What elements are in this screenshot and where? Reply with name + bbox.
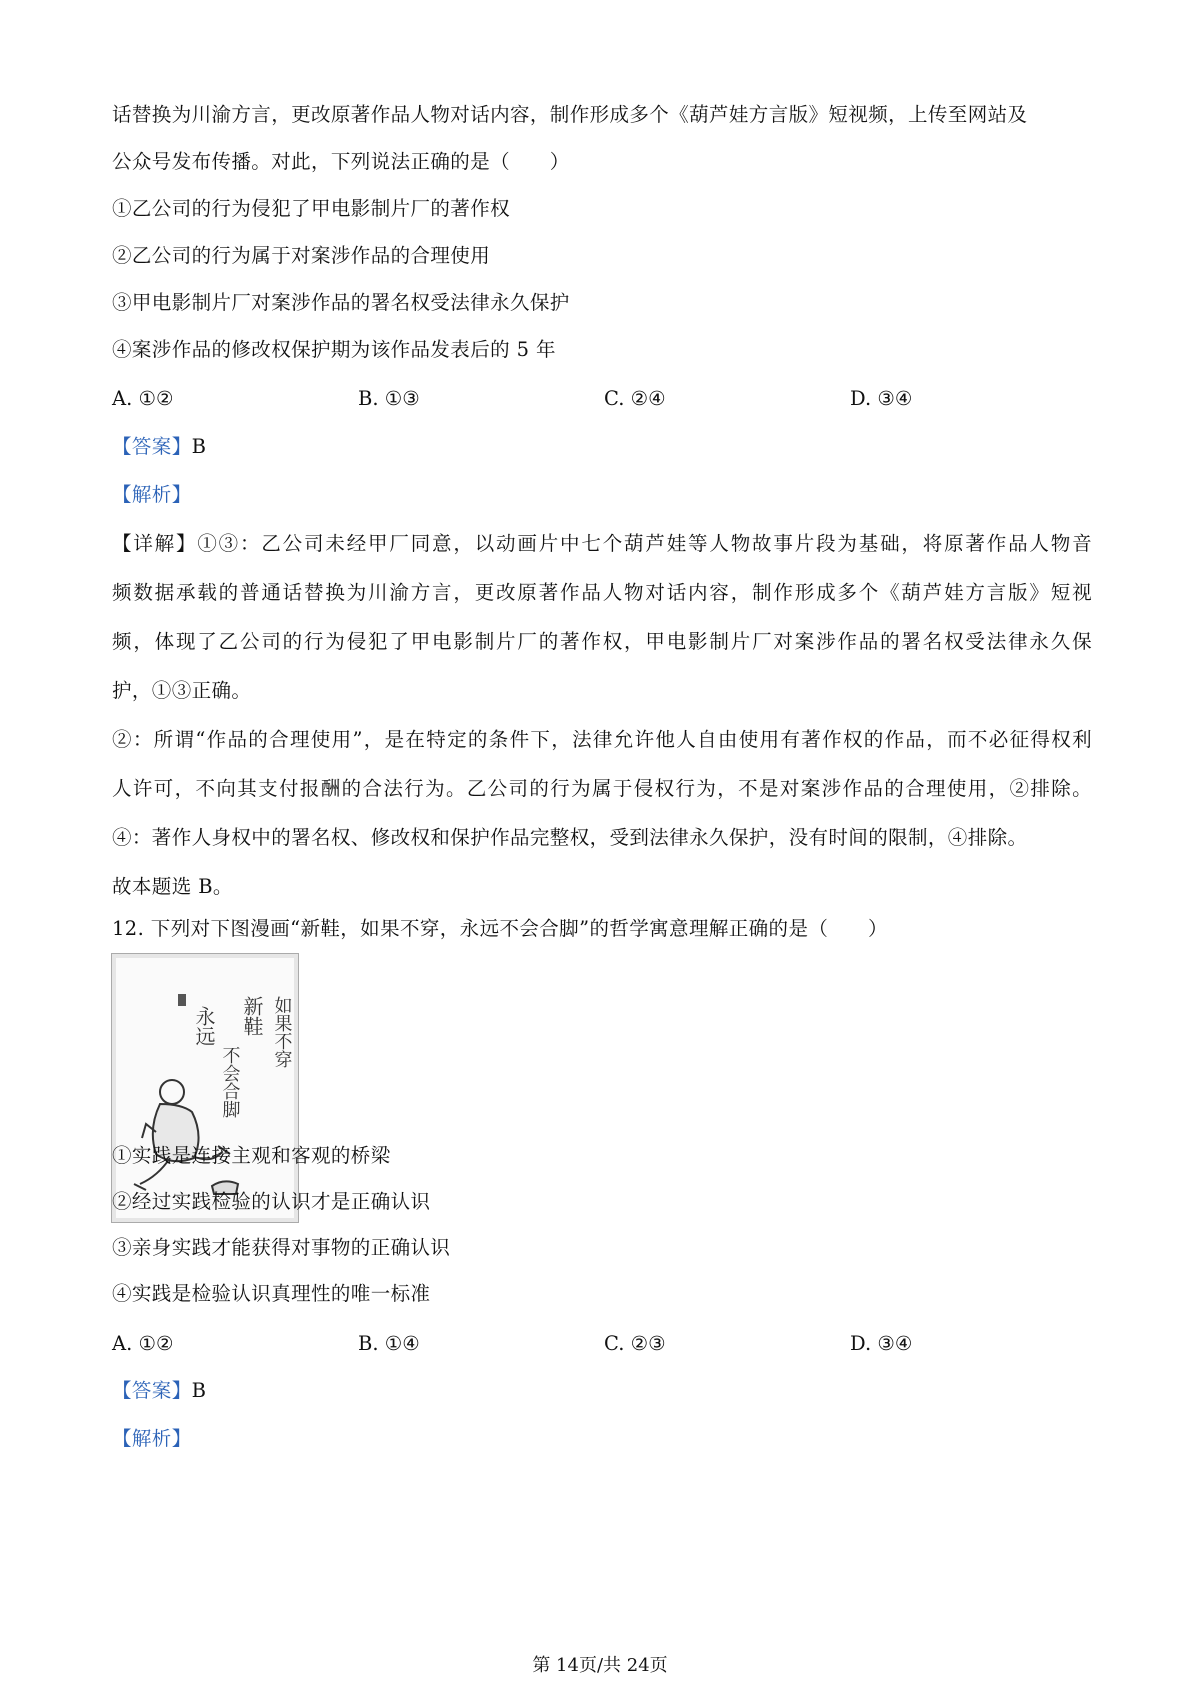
q11-option-d: D. ③④ bbox=[850, 387, 913, 410]
q11-statement-1: ①乙公司的行为侵犯了甲电影制片厂的著作权 bbox=[112, 197, 511, 220]
q11-statement-4: ④案涉作品的修改权保护期为该作品发表后的 5 年 bbox=[112, 338, 556, 361]
q11-detail-line-5: ②：所谓“作品的合理使用”，是在特定的条件下，法律允许他人自由使用有著作权的作品，而不必征得权利 bbox=[112, 728, 1092, 751]
q11-answer-label: 【答案】 bbox=[112, 435, 192, 458]
q11-stem-line-1: 话替换为川渝方言，更改原著作品人物对话内容，制作形成多个《葫芦娃方言版》短视频，上传至网站及 bbox=[112, 103, 1028, 126]
q11-option-a: A. ①② bbox=[112, 387, 174, 410]
q12-analysis-label: 【解析】 bbox=[112, 1427, 192, 1450]
q11-detail-text-1: ①③：乙公司未经甲厂同意，以动画片中七个葫芦娃等人物故事片段为基础，将原著作品人物音 bbox=[197, 532, 1092, 555]
q11-answer bbox=[112, 433, 206, 461]
cartoon-seal bbox=[178, 994, 186, 1006]
q11-detail-line-8: 故本题选 B。 bbox=[112, 875, 233, 898]
q12-option-a: A. ①② bbox=[112, 1332, 174, 1355]
q12-answer-label: 【答案】 bbox=[112, 1379, 192, 1402]
q12-statement-4: ④实践是检验认识真理性的唯一标准 bbox=[112, 1282, 431, 1305]
q11-detail-line-1 bbox=[112, 530, 1092, 558]
q11-answer-value: B bbox=[191, 435, 207, 458]
cartoon-image bbox=[111, 953, 299, 1223]
q11-detail-line-7: ④：著作人身权中的署名权、修改权和保护作品完整权，受到法律永久保护，没有时间的限制，④排除。 bbox=[112, 826, 1028, 849]
q12-statement-1: ①实践是连接主观和客观的桥梁 bbox=[112, 1144, 391, 1167]
q11-stem-line-2: 公众号发布传播。对此，下列说法正确的是（ ） bbox=[112, 150, 570, 173]
cartoon-text-col4: 不会合脚 bbox=[219, 1046, 241, 1118]
q11-option-c: C. ②④ bbox=[604, 387, 666, 410]
page-footer: 第 14页/共 24页 bbox=[532, 1655, 668, 1676]
walking-figure bbox=[134, 1080, 230, 1190]
q12-option-b: B. ①④ bbox=[358, 1332, 420, 1355]
q11-detail-line-2: 频数据承载的普通话替换为川渝方言，更改原著作品人物对话内容，制作形成多个《葫芦娃方言版》短视 bbox=[112, 581, 1092, 604]
cartoon-drawing bbox=[112, 954, 298, 1222]
q12-answer bbox=[112, 1377, 206, 1405]
cartoon-text-col1: 新鞋 bbox=[240, 996, 264, 1036]
q11-detail-label: 【详解】 bbox=[112, 532, 198, 555]
q11-detail-line-6: 人许可，不向其支付报酬的合法行为。乙公司的行为属于侵权行为，不是对案涉作品的合理使用，②排除。 bbox=[112, 777, 1092, 800]
cartoon-text-col2: 如果不穿 bbox=[271, 996, 293, 1068]
q11-detail-line-3: 频，体现了乙公司的行为侵犯了甲电影制片厂的著作权，甲电影制片厂对案涉作品的署名权受法律永久保 bbox=[112, 630, 1092, 653]
q12-statement-2: ②经过实践检验的认识才是正确认识 bbox=[112, 1190, 431, 1213]
q12-option-c: C. ②③ bbox=[604, 1332, 666, 1355]
q12-option-d: D. ③④ bbox=[850, 1332, 913, 1355]
q11-option-b: B. ①③ bbox=[358, 387, 420, 410]
q11-detail-line-4: 护，①③正确。 bbox=[112, 679, 252, 702]
q12-stem: 12. 下列对下图漫画“新鞋，如果不穿，永远不会合脚”的哲学寓意理解正确的是（ ） bbox=[112, 917, 888, 940]
q12-statement-3: ③亲身实践才能获得对事物的正确认识 bbox=[112, 1236, 451, 1259]
q12-answer-value: B bbox=[191, 1379, 207, 1402]
cartoon-text-col3: 永远 bbox=[192, 1006, 216, 1046]
q11-statement-3: ③甲电影制片厂对案涉作品的署名权受法律永久保护 bbox=[112, 291, 570, 314]
q11-statement-2: ②乙公司的行为属于对案涉作品的合理使用 bbox=[112, 244, 491, 267]
q11-analysis-label: 【解析】 bbox=[112, 483, 192, 506]
